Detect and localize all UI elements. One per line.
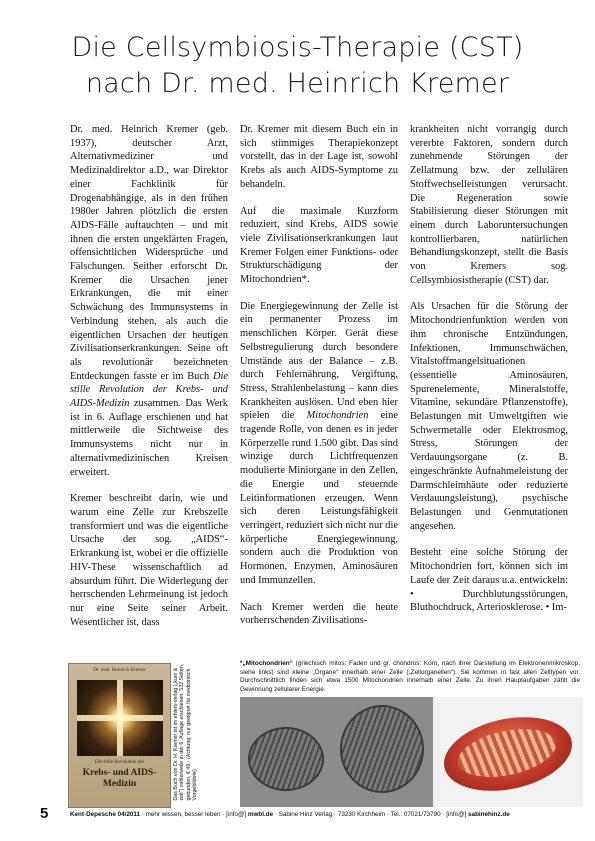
book-cover-image xyxy=(68,663,171,808)
page-number: 5 xyxy=(40,805,49,822)
book-title-italic: Die stille Revolution der Krebs- und AIDS-Medizin xyxy=(70,370,228,410)
title-line-2: nach Dr. med. Heinrich Kremer xyxy=(85,68,510,99)
paragraph: Kremer beschreibt darin, wie und warum eine Zelle zur Krebszelle transformiert und was die eigentliche Ursache der sog. „AIDS“-Erkrankung ist, wobei er die offizielle HIV-These wissenschaftlich ad absurdum führt. Die Widerlegung der herrschenden Lehrmeinung ist jedoch nur eine Seite seiner Arbeit. Wesentlicher ist, dass xyxy=(70,493,228,628)
article-title xyxy=(0,30,595,102)
text-column-3 xyxy=(410,123,568,628)
paragraph: krankheiten nicht vorrangig durch vererbte Faktoren, sondern durch zunehmende Störungen der Zellatmung bzw. der zellulären Stoffwechselleistungen verursacht. Die Regeneration sowie Stabilisierung dieser Störungen mit einem durch Laboruntersuchungen kontrollierbaren, natürlichen Behandlungskonzept, stellt die Basis von Kremers sog. Cellsymbiosistherapie (CST) dar. xyxy=(410,124,568,286)
book-caption: Das Buch von Dr. H. Kremer ist im ehlers-verlag („kum & zeit“) mittlerweile in der 6. Auflage erschienen. 532 Seiten, gebunden, € 49,- (Achtung: nur geeignet für medizinisch Vorgebildete). xyxy=(173,663,199,801)
paragraph: Nach Kremer werden die heute vorherrschenden Zivilisations- xyxy=(240,601,398,627)
book-cover-subtitle: Die stille Revolution der xyxy=(94,760,145,765)
mitochondria-micrograph-image xyxy=(240,697,433,807)
mitochondrion-shape xyxy=(340,705,424,793)
mitochondrien-italic: Mitochondrien xyxy=(306,410,369,422)
footer-issue: Kent-Depesche 04/2011 xyxy=(70,811,141,818)
paragraph: Dr. med. Heinrich Kremer (geb. 1937), deutscher Arzt, Alternativmediziner und Medizinaldirektor a.D., war Direktor einer Fachklinik für Drogenabhängige, als in den frühen 1980er Jahren plötzlich die ersten AIDS-Fälle auftauchten – und mit ihnen die ersten ungeklärten Fragen, offensichtlichen Widersprüche und Fälschungen. Seither erforscht Dr. Kremer die Ursachen jener Erkrankungen, die mit einer Schwächung des Immunsystems in Verbindung stehen, als auch die eigentlichen Ursachen der heutigen Zivilisationserkrankungen. Seine oft als revolutionär bezeichneten Entdeckungen fasste er im Buch Die stille Revolution der Krebs- und AIDS-Medizin zusammen. Das Werk ist in 6. Auflage erschienen und hat mittlerweile die Sichtweise des Immunsystems nicht nur in alternativmedizinischen Kreisen erweitert. xyxy=(70,124,228,478)
text-column-1 xyxy=(70,123,228,642)
paragraph: Auf die maximale Kurzform reduziert, sind Krebs, AIDS sowie viele Zivilisationserkrankungen laut Kremer Folgen einer Funktions- oder Strukturschädigung der Mitochondrien*. xyxy=(240,205,398,286)
page-footer: Kent-Depesche 04/2011 · mehr wissen, besser leben · [info@] mwbl.de · Sabine Hinz Verlag · 73230 Kirchheim · Tel.: 07021/73790 · [info@] sabinehinz.de xyxy=(70,811,510,818)
paragraph: Dr. Kremer mit diesem Buch ein in sich stimmiges Therapiekonzept vorstellt, das in der Lage ist, sowohl Krebs als auch AIDS-Symptome zu behandeln. xyxy=(240,124,398,190)
figure-caption-term: *„Mitochondrien“ xyxy=(240,660,293,667)
figure-caption: *„Mitochondrien“ (griechisch mitos: Faden und gr. chondros: Korn, nach ihrer Darstellung im Elektronenmikroskop, siehe links) sind kleine „Organe“ innerhalb einer Zelle („Zellorganellen“). Sie kommen in fast allen Zelltypen vor. Durchschnittlich finden sich etwa 1500 Mitochondrien innerhalb einer Zelle. Zu ihren Hauptaufgaben zählt die Gewinnung zellularer Energie. xyxy=(240,660,580,693)
title-line-1: Die Cellsymbiosis-Therapie (CST) xyxy=(71,32,524,63)
book-cover-title: Krebs- und AIDS-Medizin xyxy=(82,768,157,789)
paragraph: Besteht eine solche Störung der Mitochondrien fort, können sich im Laufe der Zeit daraus u.a. entwickeln: • Durchblutungsstörungen, Bluthochdruck, Arteriosklerose. • Im- xyxy=(410,547,568,614)
paragraph: Als Ursachen für die Störung der Mitochondrienfunktion werden von ihm chronische Entzündungen, Infektionen, Immunschwächen, Vitalstoffmangelsituationen (essentielle Aminosäuren, Spurenelemente, Mineralstoffe, Vitamine, sekundäre Pflanzenstoffe), Belastungen mit Umweltgiften wie Schwermetalle oder Elektrosmog, Stress, Störungen der Verdauungsorgane (z. B. eingeschränkte Aufnahmeleistung der Darmschleimhäute oder reduzierte Verdauungsleistung), psychische Belastungen und Genmutationen angesehen. xyxy=(410,301,568,532)
book-cover-author: Dr. med. Heinrich Kremer xyxy=(93,668,146,673)
book-cover-star-graphic xyxy=(77,680,163,756)
text-column-2 xyxy=(240,123,398,641)
mitochondrion-3d-model-image xyxy=(433,697,583,807)
mitochondrion-shape xyxy=(248,727,324,791)
paragraph: Die Energiegewinnung der Zelle ist ein permanenter Prozess im menschlichen Körper. Gerät diese Selbstregulierung durch besondere Umstände aus der Balance – z.B. durch Fehlernährung, Vergiftung, Stress, Strahlenbelastung – kann dies Krankheiten auslösen. Und eben hier spielen die Mitochondrien eine tragende Rolle, von denen es in jeder Körperzelle rund 1.500 gibt. Das sind winzige durch Lichtfrequenzen modulierte Miniorgane in den Zellen, die Energie und steuernde Leitinformationen erzeugen. Wenn sich deren Leistungsfähigkeit verringert, reduziert sich nicht nur die körperliche Energiegewinnung, sondern auch die Produktion von Hormonen, Enzymen, Aminosäuren und Immunzellen. xyxy=(240,300,398,586)
footer-link-sabinehinz[interactable]: sabinehinz.de xyxy=(468,811,510,818)
footer-link-mwbl[interactable]: mwbl.de xyxy=(247,811,274,818)
